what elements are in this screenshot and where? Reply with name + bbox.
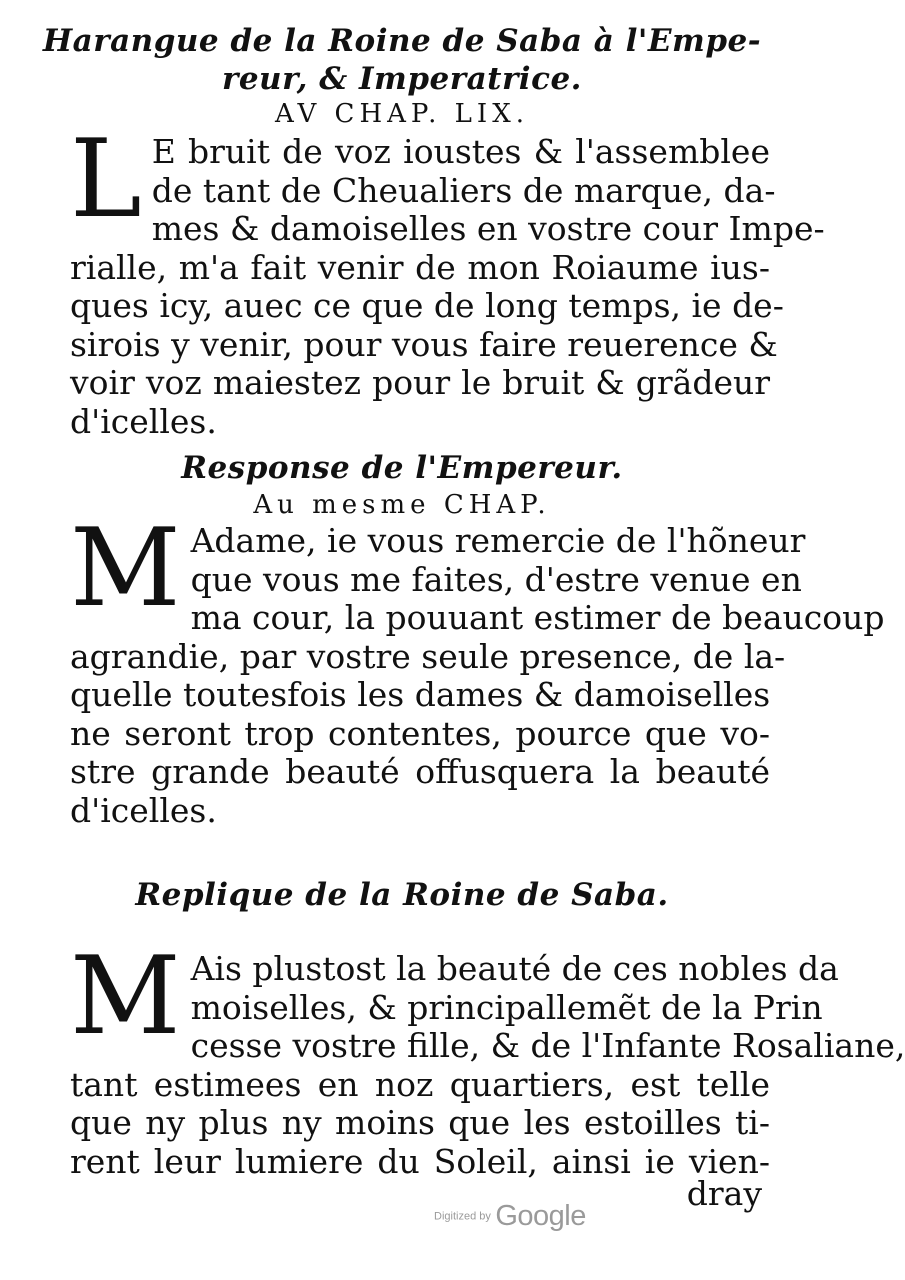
text-line: Adame, ie vous remercie de l'hõneur (190, 521, 806, 560)
text-line: ne seront trop contentes, pource que vo- (70, 713, 770, 753)
catchword: dray (686, 1174, 762, 1213)
chapter-label: AV CHAP. LIX. (275, 99, 529, 129)
text-line: cesse vostre fille, & de l'Infante Rosaliane, (190, 1026, 905, 1065)
text-line: moiselles, & principallemẽt de la Prin (190, 987, 823, 1027)
heading-line: Replique de la Roine de Saba. (135, 877, 669, 913)
watermark-prefix: Digitized by (434, 1210, 491, 1223)
text-line: rialle, m'a fait venir de mon Roiaume ius- (70, 247, 770, 287)
heading-line: Harangue de la Roine de Saba à l'Empe- (42, 23, 762, 59)
text-line: stre grande beauté offusquera la beauté (70, 752, 770, 791)
section-heading (0, 876, 804, 914)
paragraph (70, 117, 825, 441)
text-line: ques icy, auec ce que de long temps, ie de- (70, 286, 784, 325)
text-line: que vous me faites, d'estre venue en (190, 559, 802, 599)
section-heading (0, 22, 804, 98)
text-line: rent leur lumiere du Soleil, ainsi ie vien- (70, 1141, 770, 1181)
text-line: quelle toutesfois les dames & damoiselles (70, 675, 771, 714)
drop-cap: M (70, 934, 181, 1059)
text-line: tant estimees en noz quartiers, est telle (70, 1064, 770, 1104)
text-line: E bruit de voz ioustes & l'assemblee (151, 132, 770, 171)
text-line: agrandie, par vostre seule presence, de la- (70, 636, 786, 676)
text-line: Ais plustost la beauté de ces nobles da (190, 949, 839, 988)
text-line: sirois y venir, pour vous faire reuerence & (70, 324, 778, 364)
drop-cap: M (70, 506, 181, 631)
text-line: voir voz maiestez pour le bruit & grãdeur (70, 363, 770, 402)
google-logo: Google (495, 1200, 586, 1232)
text-line: d'icelles. (70, 790, 217, 830)
text-line: ma cour, la pouuant estimer de beaucoup (190, 598, 885, 637)
digitized-watermark (434, 1200, 586, 1233)
text-line: de tant de Cheualiers de marque, da- (151, 170, 776, 210)
text-line: d'icelles. (70, 401, 217, 441)
section-heading (0, 449, 804, 487)
chapter-label: Au mesme CHAP. (253, 490, 551, 520)
paragraph (70, 506, 885, 830)
text-line: que ny plus ny moins que les estoilles ti- (70, 1103, 770, 1142)
drop-cap: L (70, 117, 142, 242)
heading-line: Response de l'Empereur. (181, 450, 623, 486)
paragraph (70, 934, 905, 1181)
heading-line: reur, & Imperatrice. (222, 61, 582, 97)
text-line: mes & damoiselles en vostre cour Impe- (151, 209, 825, 248)
